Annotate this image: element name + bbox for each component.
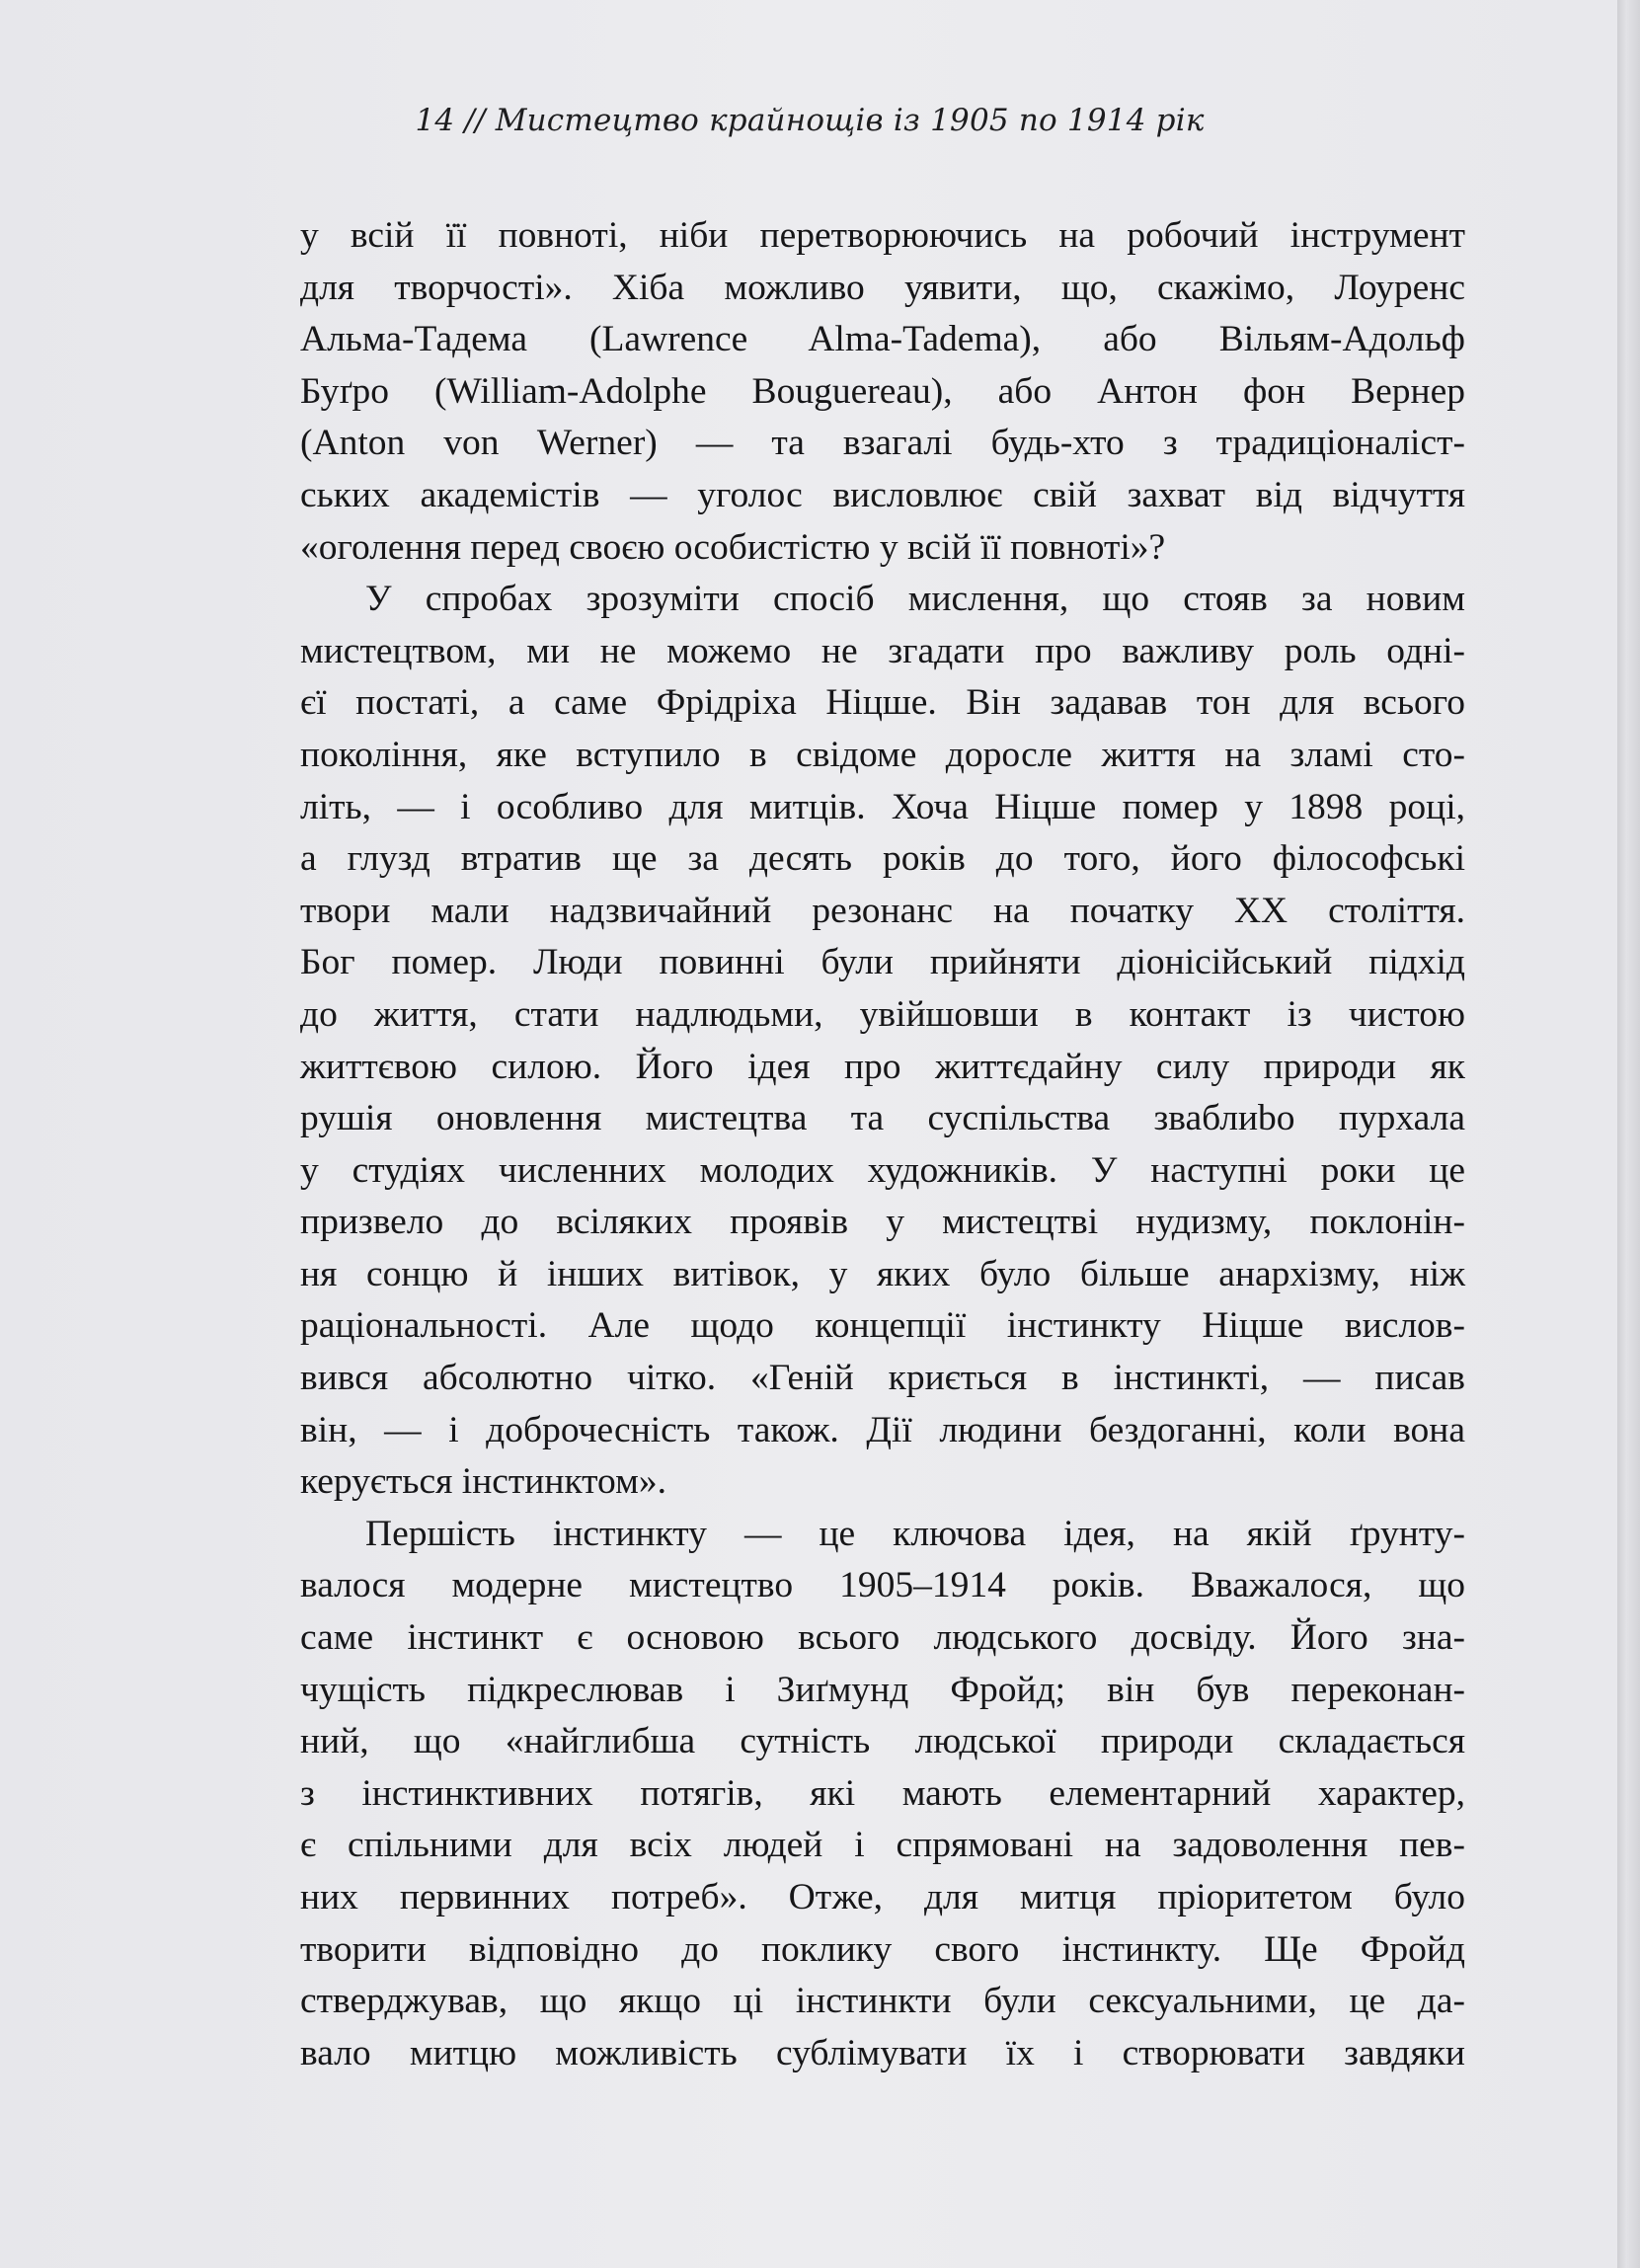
text-line: він, — і доброчесність також. Дії людини бездоганні, коли вона — [300, 1409, 1465, 1450]
running-head: 14 // Мистецтво крайнощів із 1905 по 1914 рік — [415, 103, 1205, 138]
text-line: мистецтвом, ми не можемо не згадати про важливу роль одні- — [300, 630, 1465, 671]
text-line: саме інстинкт є основою всього людського досвіду. Його зна- — [300, 1617, 1465, 1659]
text-line: ня сонцю й інших витівок, у яких було більше анархізму, ніж — [300, 1253, 1465, 1294]
paragraph-2 — [300, 574, 1465, 1509]
text-line: ських академістів — уголос висловлює свій захват від відчуття — [300, 474, 1465, 515]
text-line: є спільними для всіх людей і спрямовані на задоволення пев- — [300, 1825, 1465, 1866]
text-line: валося модерне мистецтво 1905–1914 років. Вважалося, що — [300, 1565, 1465, 1606]
text-line: життєвою силою. Його ідея про життєдайну силу природи як — [300, 1046, 1465, 1087]
text-line: призвело до всіляких проявів у мистецтві нудизму, поклонін- — [300, 1202, 1465, 1243]
text-line: єї постаті, а саме Фрідріха Ніцше. Він задавав тон для всього — [300, 682, 1465, 724]
text-line: них первинних потреб». Отже, для митця пріоритетом було — [300, 1877, 1465, 1917]
text-line: літь, — і особливо для митців. Хоча Ніцше помер у 1898 році, — [300, 786, 1465, 827]
text-line: у студіях численних молодих художників. У наступні роки це — [300, 1149, 1465, 1191]
text-line: Альма-Тадема (Lawrence Alma-Tadema), або Вільям-Адольф — [300, 319, 1465, 360]
text-line: ний, що «найглибша сутність людської природи складається — [300, 1721, 1465, 1762]
text-line: з інстинктивних потягів, які мають елементарний характер, — [300, 1772, 1465, 1814]
text-line: (Anton von Werner) — та взагалі будь-хто з традиціоналіст- — [300, 423, 1465, 464]
text-line: творити відповідно до поклику свого інстинкту. Ще Фройд — [300, 1928, 1465, 1970]
text-line: Буґро (William-Adolphe Bouguereau), або Антон фон Вернер — [300, 370, 1465, 412]
text-line: для творчості». Хіба можливо уявити, що, скажімо, Лоуренс — [300, 267, 1465, 308]
text-line: у всій її повноті, ніби перетворюючись на робочий інструмент — [300, 215, 1465, 256]
text-line: керується інстинктом». — [300, 1461, 666, 1503]
text-line: рушія оновлення мистецтва та суспільства зваблиbо пурхала — [300, 1098, 1465, 1139]
paragraph-1 — [300, 210, 1465, 574]
text-line: Першість інстинкту — це ключова ідея, на якій ґрунту- — [365, 1513, 1465, 1554]
text-line: У спробах зрозуміти спосіб мислення, що стояв за новим — [365, 579, 1465, 620]
text-line: а глузд втратив ще за десять років до того, його філософські — [300, 838, 1465, 880]
text-line: стверджував, що якщо ці інстинкти були сексуальними, це да- — [300, 1981, 1465, 2022]
text-line: до життя, стати надлюдьми, увійшовши в контакт із чистою — [300, 993, 1465, 1035]
text-line: Бог помер. Люди повинні були прийняти діонісійський підхід — [300, 942, 1465, 983]
page-edge — [1617, 0, 1640, 2268]
text-line: покоління, яке вступило в свідоме доросле життя на зламі сто- — [300, 734, 1465, 775]
text-line: «оголення перед своєю особистістю у всій її повноті»? — [300, 526, 1166, 568]
text-line: твори мали надзвичайний резонанс на початку XX століття. — [300, 890, 1465, 931]
body-text — [300, 210, 1465, 2079]
text-line: вало митцю можливість сублімувати їх і створювати завдяки — [300, 2032, 1465, 2073]
text-line: вився абсолютно чітко. «Геній криється в інстинкті, — писав — [300, 1358, 1465, 1399]
text-line: раціональності. Але щодо концепції інстинкту Ніцше вислов- — [300, 1305, 1465, 1347]
paragraph-3 — [300, 1509, 1465, 2080]
text-line: чущість підкреслював і Зиґмунд Фройд; він був переконан- — [300, 1669, 1465, 1710]
